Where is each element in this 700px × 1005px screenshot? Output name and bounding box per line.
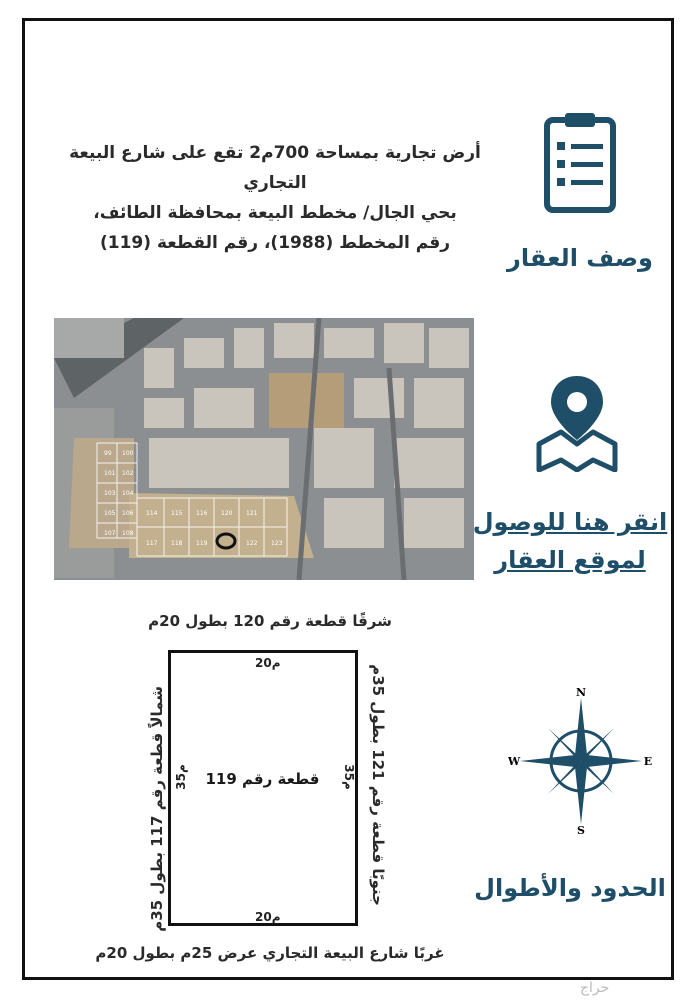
dim-bottom: 20م (255, 910, 281, 924)
plot-num: 123 (271, 540, 283, 547)
compass-n: N (575, 686, 587, 699)
location-link-line-2[interactable]: لموقع العقار (494, 546, 646, 574)
plot-num: 107 (104, 530, 116, 537)
plot-num: 122 (246, 540, 258, 547)
plot-num: 119 (196, 540, 208, 547)
plot-label: قطعة رقم 119 (205, 770, 320, 788)
description-line-1: أرض تجارية بمساحة 700م2 تقع على شارع البيعة التجاري (69, 143, 481, 193)
location-link[interactable] (470, 503, 670, 579)
compass-icon (508, 686, 654, 840)
description-line-2: بحي الجال/ مخطط البيعة بمحافظة الطائف، (93, 203, 457, 223)
dim-right: 35م (341, 764, 356, 790)
north-boundary: شمالاً قطعة رقم 117 بطول 35م (148, 686, 166, 932)
dim-left: 35م (173, 764, 188, 790)
compass-w: W (508, 755, 521, 768)
watermark: حراج (580, 980, 610, 996)
plot-num: 120 (221, 510, 233, 517)
map-pin-icon[interactable] (535, 372, 619, 476)
plot-num: 104 (122, 490, 134, 497)
bounds-heading: الحدود والأطوال (474, 874, 666, 902)
plot-num: 121 (246, 510, 258, 517)
plot-diagram (168, 650, 358, 926)
dim-top: 20م (255, 656, 281, 670)
plot-num: 116 (196, 510, 208, 517)
west-boundary: غربًا شارع البيعة التجاري عرض 25م بطول 20م (95, 944, 445, 962)
plot-num: 108 (122, 530, 134, 537)
property-description-heading: وصف العقار (507, 244, 653, 272)
plot-num: 118 (171, 540, 183, 547)
south-boundary: جنوبًا قطعة رقم 121 بطول 35م (369, 664, 387, 906)
plot-num: 114 (146, 510, 158, 517)
plot-num: 105 (104, 510, 116, 517)
clipboard-icon (543, 110, 617, 218)
aerial-map-image (54, 318, 474, 580)
plot-num: 103 (104, 490, 116, 497)
plot-num: 115 (171, 510, 183, 517)
property-description (40, 138, 510, 258)
plot-num: 101 (104, 470, 116, 477)
plot-num: 106 (122, 510, 134, 517)
location-link-line-1[interactable]: انقر هنا للوصول (472, 508, 668, 536)
plot-num: 102 (122, 470, 134, 477)
plot-num: 117 (146, 540, 158, 547)
description-line-3: رقم المخطط (1988)، رقم القطعة (119) (99, 233, 450, 253)
compass-e: E (643, 755, 653, 768)
east-boundary: شرقًا قطعة رقم 120 بطول 20م (148, 612, 392, 630)
plot-num: 99 (104, 450, 112, 457)
plot-num: 100 (122, 450, 134, 457)
compass-s: S (577, 824, 585, 836)
